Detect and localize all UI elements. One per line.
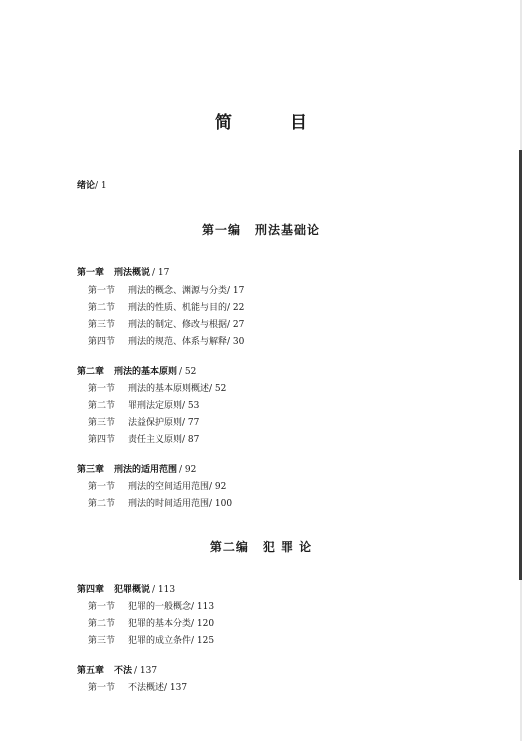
section-page: / 120 — [191, 619, 215, 629]
chapter-heading — [77, 582, 175, 595]
section-label: 第四节 — [88, 435, 116, 445]
section-page: / 22 — [227, 303, 245, 313]
chapter-label: 第一章 — [77, 268, 105, 278]
section-name: 刑法的时间适用范围 — [128, 499, 210, 509]
section-entry — [88, 334, 244, 347]
chapter-label: 第五章 — [77, 666, 105, 676]
section-name: 罪刑法定原则 — [128, 401, 183, 411]
chapter-heading — [77, 462, 196, 475]
chapter-name: 不法 — [114, 666, 133, 676]
section-entry — [88, 680, 187, 693]
part-label: 第二编 — [209, 540, 249, 554]
section-entry — [88, 432, 199, 445]
section-label: 第一节 — [88, 384, 116, 394]
chapter-name: 犯罪概说 — [114, 585, 151, 595]
section-label: 第三节 — [88, 320, 116, 330]
section-page: / 27 — [227, 320, 245, 330]
section-name: 犯罪的成立条件 — [128, 636, 192, 646]
section-page: / 87 — [182, 435, 200, 445]
section-page: / 52 — [209, 384, 227, 394]
section-name: 刑法的制定、修改与根据 — [128, 320, 228, 330]
section-label: 第一节 — [88, 286, 116, 296]
part-heading — [0, 221, 522, 238]
section-entry — [88, 398, 199, 411]
section-page: / 17 — [227, 286, 245, 296]
section-page: / 113 — [191, 602, 215, 612]
chapter-name: 刑法的基本原则 — [114, 367, 178, 377]
section-label: 第四节 — [88, 337, 116, 347]
chapter-heading — [77, 364, 196, 377]
section-label: 第一节 — [88, 683, 116, 693]
section-name: 不法概述 — [128, 683, 165, 693]
section-entry — [88, 599, 214, 612]
section-entry — [88, 616, 214, 629]
section-label: 第二节 — [88, 619, 116, 629]
chapter-page: / 52 — [179, 367, 197, 377]
section-label: 第二节 — [88, 499, 116, 509]
section-entry — [88, 415, 199, 428]
section-entry — [88, 496, 232, 509]
section-label: 第三节 — [88, 418, 116, 428]
section-name: 犯罪的基本分类 — [128, 619, 192, 629]
chapter-heading — [77, 265, 169, 278]
section-name: 法益保护原则 — [128, 418, 183, 428]
chapter-heading — [77, 663, 157, 676]
page-title: 简 目 — [215, 113, 333, 133]
section-label: 第一节 — [88, 602, 116, 612]
toc-intro — [77, 178, 107, 191]
chapter-label: 第四章 — [77, 585, 105, 595]
section-entry — [88, 479, 226, 492]
part-name: 犯 罪 论 — [262, 540, 313, 554]
part-name: 刑法基础论 — [255, 223, 321, 237]
section-page: / 100 — [209, 499, 233, 509]
section-name: 刑法的基本原则概述 — [128, 384, 210, 394]
chapter-name: 刑法的适用范围 — [114, 465, 178, 475]
part-label: 第一编 — [201, 223, 241, 237]
section-entry — [88, 283, 244, 296]
section-label: 第二节 — [88, 303, 116, 313]
chapter-page: / 137 — [134, 666, 158, 676]
section-page: / 137 — [164, 683, 188, 693]
chapter-label: 第二章 — [77, 367, 105, 377]
section-page: / 92 — [209, 482, 227, 492]
chapter-label: 第三章 — [77, 465, 105, 475]
chapter-page: / 113 — [152, 585, 176, 595]
section-label: 第二节 — [88, 401, 116, 411]
section-entry — [88, 300, 244, 313]
section-page: / 30 — [227, 337, 245, 347]
section-name: 犯罪的一般概念 — [128, 602, 192, 612]
chapter-page: / 92 — [179, 465, 197, 475]
chapter-page: / 17 — [152, 268, 170, 278]
intro-page: / 1 — [95, 181, 107, 191]
section-page: / 77 — [182, 418, 200, 428]
section-entry — [88, 381, 226, 394]
section-entry — [88, 317, 244, 330]
section-page: / 125 — [191, 636, 215, 646]
intro-label: 绪论 — [77, 181, 96, 191]
section-name: 刑法的规范、体系与解释 — [128, 337, 228, 347]
section-entry — [88, 633, 214, 646]
section-name: 责任主义原则 — [128, 435, 183, 445]
section-name: 刑法的概念、渊源与分类 — [128, 286, 228, 296]
section-page: / 53 — [182, 401, 200, 411]
section-label: 第三节 — [88, 636, 116, 646]
section-label: 第一节 — [88, 482, 116, 492]
chapter-name: 刑法概说 — [114, 268, 151, 278]
section-name: 刑法的空间适用范围 — [128, 482, 210, 492]
part-heading — [0, 538, 522, 555]
section-name: 刑法的性质、机能与目的 — [128, 303, 228, 313]
